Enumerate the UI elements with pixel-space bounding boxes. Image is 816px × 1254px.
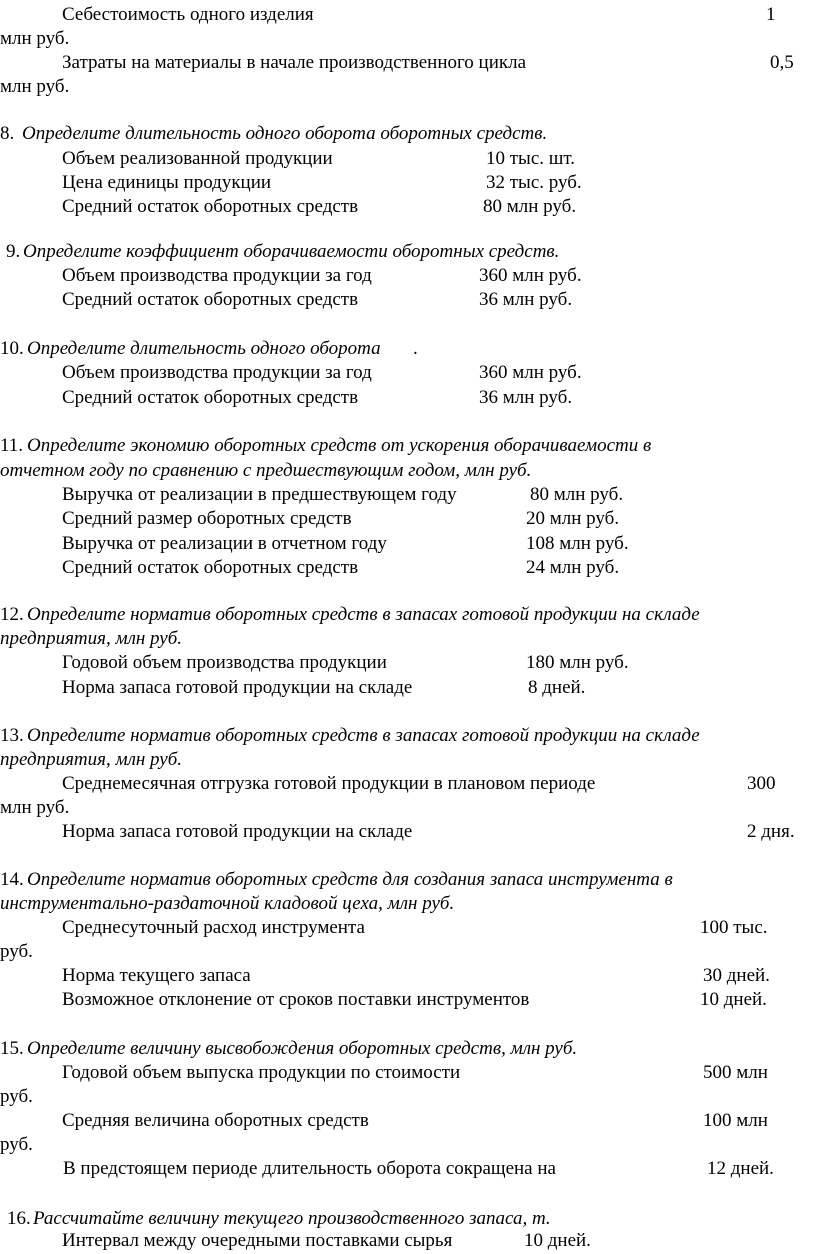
task-heading: Определите норматив оборотных средств для создания запаса инструмента в <box>27 869 673 890</box>
item-label: Норма текущего запаса <box>62 965 251 986</box>
item-value: 2 дня. <box>747 821 795 842</box>
task-heading: Определите длительность одного оборота оборотных средств. <box>22 123 548 144</box>
task-heading-period: . <box>413 338 418 359</box>
item-label: Среднесуточный расход инструмента <box>62 917 365 938</box>
item-value: 500 млн <box>703 1062 768 1083</box>
item-value: 36 млн руб. <box>479 289 573 310</box>
task-number: 15. <box>0 1038 24 1059</box>
task-heading: Определите экономию оборотных средств от ускорения оборачиваемости в <box>27 435 652 456</box>
item-unit: млн руб. <box>0 76 70 97</box>
task-heading: Определите норматив оборотных средств в запасах готовой продукции на складе <box>27 725 700 746</box>
task-heading: Определите величину высвобождения оборотных средств, млн руб. <box>27 1038 578 1059</box>
item-label: Объем производства продукции за год <box>62 265 372 286</box>
item-label: Выручка от реализации в отчетном году <box>62 533 387 554</box>
item-label: Себестоимость одного изделия <box>62 4 314 25</box>
item-value: 8 дней. <box>528 677 586 698</box>
item-label: Средний остаток оборотных средств <box>62 387 359 408</box>
item-value: 36 млн руб. <box>479 387 573 408</box>
item-value: 10 дней. <box>700 989 767 1010</box>
item-label: Затраты на материалы в начале производственного цикла <box>62 52 527 73</box>
item-label: Норма запаса готовой продукции на складе <box>62 821 413 842</box>
item-label: Средний остаток оборотных средств <box>62 196 359 217</box>
item-value: 12 дней. <box>707 1158 774 1179</box>
task-number: 16. <box>7 1208 31 1229</box>
item-value: 100 млн <box>703 1110 768 1131</box>
task-number: 13. <box>0 725 24 746</box>
item-label: Годовой объем производства продукции <box>62 652 387 673</box>
item-value: 80 млн руб. <box>483 196 577 217</box>
item-label: Среднемесячная отгрузка готовой продукции в плановом периоде <box>62 773 596 794</box>
item-value: 24 млн руб. <box>526 557 620 578</box>
item-value: 20 млн руб. <box>526 508 620 529</box>
item-label: Возможное отклонение от сроков поставки инструментов <box>62 989 530 1010</box>
item-label: Выручка от реализации в предшествующем году <box>62 484 457 505</box>
task-number: 14. <box>0 869 24 890</box>
item-label: Средний остаток оборотных средств <box>62 557 359 578</box>
item-value: 10 тыс. шт. <box>486 148 576 169</box>
item-unit: млн руб. <box>0 797 70 818</box>
task-heading-continued: отчетном году по сравнению с предшествующим годом, млн руб. <box>0 460 532 481</box>
item-value: 360 млн руб. <box>479 265 582 286</box>
task-number: 10. <box>0 338 24 359</box>
item-value: 0,5 <box>770 52 794 73</box>
item-value: 1 <box>766 4 776 25</box>
item-value: 108 млн руб. <box>526 533 629 554</box>
task-heading-continued: предприятия, млн руб. <box>0 749 183 770</box>
item-label: Средняя величина оборотных средств <box>62 1110 369 1131</box>
item-label: Цена единицы продукции <box>62 172 272 193</box>
item-label: Средний размер оборотных средств <box>62 508 352 529</box>
item-value: 180 млн руб. <box>526 652 629 673</box>
task-number: 9. <box>6 241 21 262</box>
item-label: Норма запаса готовой продукции на складе <box>62 677 413 698</box>
item-label: Объем реализованной продукции <box>62 148 333 169</box>
task-heading-continued: инструментально-раздаточной кладовой цеха, млн руб. <box>0 893 455 914</box>
item-value: 80 млн руб. <box>530 484 624 505</box>
item-label: Объем производства продукции за год <box>62 362 372 383</box>
task-number: 8. <box>0 123 15 144</box>
item-value: 360 млн руб. <box>479 362 582 383</box>
item-value: 100 тыс. <box>700 917 768 938</box>
item-unit: руб. <box>0 1134 33 1155</box>
task-heading: Рассчитайте величину текущего производственного запаса, т. <box>33 1208 551 1229</box>
task-number: 11. <box>0 435 24 456</box>
item-unit: млн руб. <box>0 28 70 49</box>
item-label: В предстоящем периоде длительность оборота сокращена на <box>63 1158 556 1179</box>
item-value: 10 дней. <box>524 1230 591 1251</box>
task-heading: Определите коэффициент оборачиваемости оборотных средств. <box>23 241 560 262</box>
task-heading-continued: предприятия, млн руб. <box>0 628 183 649</box>
item-value: 30 дней. <box>703 965 770 986</box>
item-value: 32 тыс. руб. <box>486 172 582 193</box>
task-number: 12. <box>0 604 24 625</box>
task-heading: Определите длительность одного оборота <box>27 338 381 359</box>
item-unit: руб. <box>0 1086 33 1107</box>
item-label: Годовой объем выпуска продукции по стоимости <box>62 1062 461 1083</box>
item-value: 300 <box>747 773 776 794</box>
item-label: Интервал между очередными поставками сырья <box>62 1230 453 1251</box>
item-unit: руб. <box>0 941 33 962</box>
item-label: Средний остаток оборотных средств <box>62 289 359 310</box>
task-heading: Определите норматив оборотных средств в запасах готовой продукции на складе <box>27 604 700 625</box>
